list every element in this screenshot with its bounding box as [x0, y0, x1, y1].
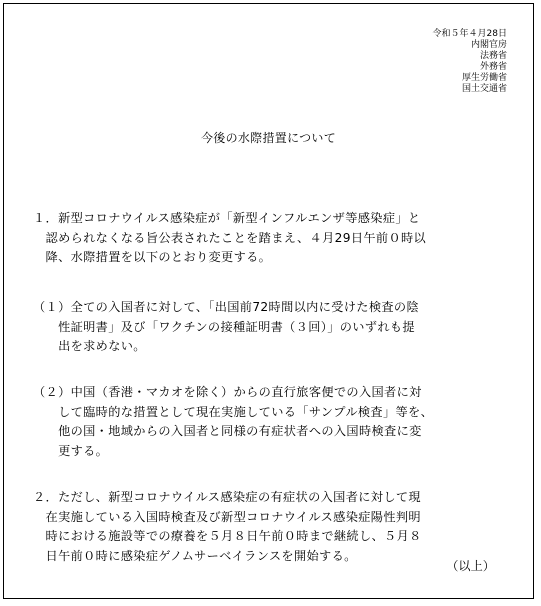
paragraph-line: １．新型コロナウイルス感染症が「新型インフルエンザ等感染症」と	[33, 211, 421, 225]
paragraph-1	[33, 209, 426, 268]
paragraph-1-1	[33, 298, 419, 357]
paragraph-line: 性証明書」及び「ワクチンの接種証明書（３回）」のいずれも提	[33, 319, 415, 334]
paragraph-2	[33, 488, 422, 566]
paragraph-line: （１）全ての入国者に対して、「出国前72時間以内に受けた検査の陰	[33, 300, 419, 314]
paragraph-line: 在実施している入国時検査及び新型コロナウイルス感染症陽性判明	[33, 509, 421, 524]
closing-mark: （以上）	[446, 559, 495, 573]
paragraph-line: ２．ただし、新型コロナウイルス感染症の有症状の入国者に対して現	[33, 490, 421, 504]
paragraph-line: して臨時的な措置として現在実施している「サンプル検査」等を、	[33, 404, 434, 419]
sender-name: 内閣官房	[470, 40, 507, 50]
sender-name: 法務省	[479, 51, 507, 61]
paragraph-line: 降、水際措置を以下のとおり変更する。	[33, 250, 272, 264]
paragraph-line: 日午前０時に感染症ゲノムサーベイランスを開始する。	[33, 548, 357, 563]
paragraph-line: 認められなくなる旨公表されたことを踏まえ、４月29日午前０時以	[33, 230, 427, 245]
document-date: 令和５年４月28日	[432, 29, 507, 39]
document-title: 今後の水際措置について	[200, 131, 337, 145]
document-frame	[3, 3, 534, 599]
sender-block	[433, 29, 507, 95]
paragraph-1-2	[33, 383, 433, 461]
paragraph-line: 更する。	[33, 443, 109, 458]
paragraph-line: 他の国・地域からの入国者と同様の有症状者への入国時検査に変	[33, 424, 422, 438]
sender-name: 外務省	[479, 62, 507, 72]
paragraph-line: （２）中国（香港・マカオを除く）からの直行旅客便での入国者に対	[33, 385, 422, 399]
sender-name: 厚生労働省	[461, 73, 507, 83]
sender-name: 国土交通省	[461, 84, 507, 94]
paragraph-line: 時における施設等での療養を５月８日午前０時まで継続し、５月８	[33, 529, 422, 543]
paragraph-line: 出を求めない。	[33, 339, 146, 353]
